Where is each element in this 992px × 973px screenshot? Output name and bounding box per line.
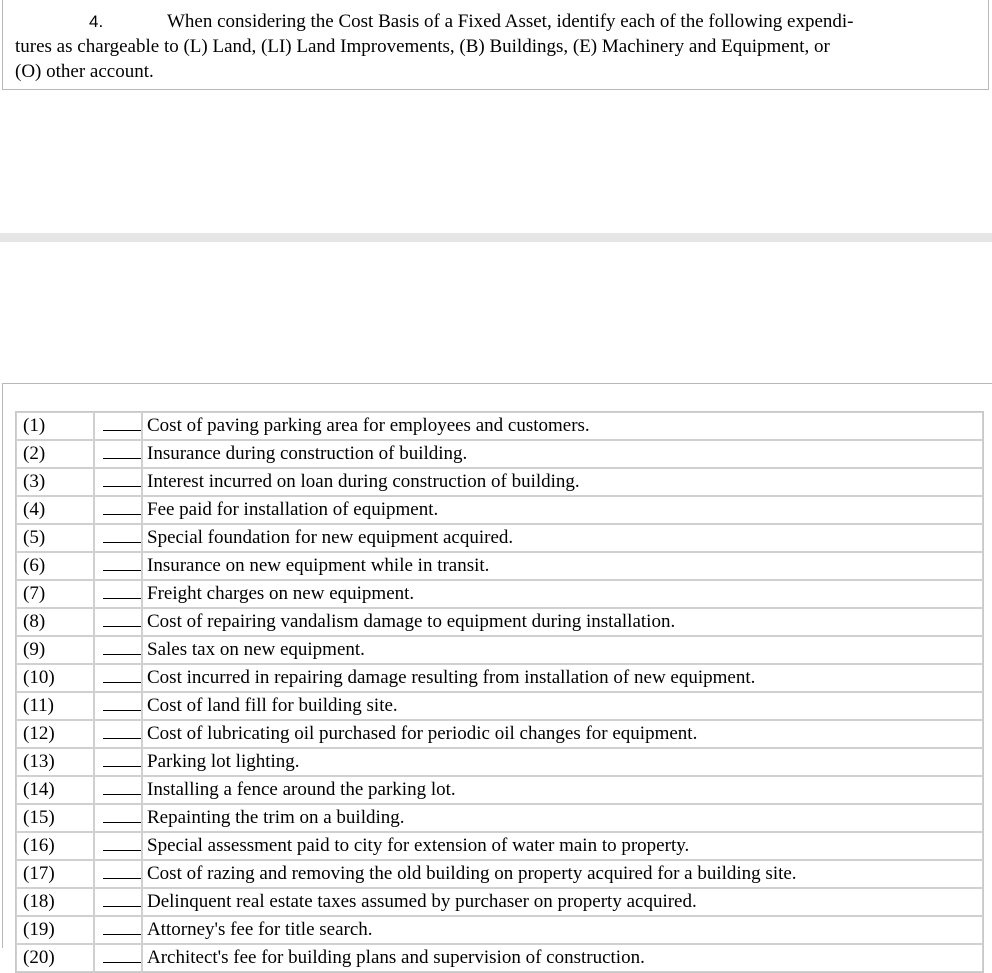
answer-blank[interactable]: [103, 695, 141, 711]
answer-blank-cell: [94, 692, 142, 720]
item-number: (13): [16, 748, 94, 776]
item-row: [16, 608, 983, 636]
section-divider: [0, 233, 992, 242]
item-description: Cost of razing and removing the old building on property acquired for a building site.: [142, 860, 983, 888]
item-row: [16, 776, 983, 804]
item-number: (6): [16, 552, 94, 580]
item-number: (8): [16, 608, 94, 636]
item-number: (9): [16, 636, 94, 664]
answer-blank-cell: [94, 804, 142, 832]
item-row: [16, 692, 983, 720]
answer-blank-cell: [94, 832, 142, 860]
item-row: [16, 888, 983, 916]
answer-blank[interactable]: [103, 723, 141, 739]
item-description: Insurance on new equipment while in transit.: [142, 552, 983, 580]
item-description: Fee paid for installation of equipment.: [142, 496, 983, 524]
answer-blank-cell: [94, 664, 142, 692]
item-number: (2): [16, 440, 94, 468]
item-description: Insurance during construction of building.: [142, 440, 983, 468]
item-row: [16, 832, 983, 860]
item-number: (17): [16, 860, 94, 888]
item-row: [16, 720, 983, 748]
answer-blank-cell: [94, 888, 142, 916]
answer-blank[interactable]: [103, 891, 141, 907]
answer-blank-cell: [94, 580, 142, 608]
answer-blank[interactable]: [103, 667, 141, 683]
answer-blank-cell: [94, 496, 142, 524]
item-description: Repainting the trim on a building.: [142, 804, 983, 832]
answer-blank-cell: [94, 412, 142, 440]
answer-blank[interactable]: [103, 499, 141, 515]
answer-blank[interactable]: [103, 751, 141, 767]
item-row: [16, 860, 983, 888]
item-description: Special foundation for new equipment acquired.: [142, 524, 983, 552]
answer-blank[interactable]: [103, 611, 141, 627]
item-description: Cost incurred in repairing damage resulting from installation of new equipment.: [142, 664, 983, 692]
item-number: (15): [16, 804, 94, 832]
answer-blank[interactable]: [103, 863, 141, 879]
item-row: [16, 636, 983, 664]
answer-blank[interactable]: [103, 527, 141, 543]
answer-blank-cell: [94, 552, 142, 580]
item-number: (7): [16, 580, 94, 608]
answer-blank[interactable]: [103, 779, 141, 795]
item-description: Architect's fee for building plans and supervision of construction.: [142, 944, 983, 972]
question-number: 4.: [89, 12, 104, 31]
item-row: [16, 916, 983, 944]
answer-blank-cell: [94, 468, 142, 496]
item-row: [16, 664, 983, 692]
item-description: Delinquent real estate taxes assumed by purchaser on property acquired.: [142, 888, 983, 916]
answer-blank[interactable]: [103, 807, 141, 823]
answer-blank-cell: [94, 776, 142, 804]
question-text-line-3: (O) other account.: [15, 61, 154, 82]
item-number: (20): [16, 944, 94, 972]
answer-blank[interactable]: [103, 443, 141, 459]
item-number: (14): [16, 776, 94, 804]
answer-blank-cell: [94, 524, 142, 552]
item-description: Installing a fence around the parking lot.: [142, 776, 983, 804]
item-description: Cost of land fill for building site.: [142, 692, 983, 720]
item-row: [16, 944, 983, 972]
answer-blank[interactable]: [103, 583, 141, 599]
question-text-line-1: When considering the Cost Basis of a Fixed Asset, identify each of the following expendi-: [167, 11, 854, 32]
answer-blank-cell: [94, 944, 142, 972]
item-description: Parking lot lighting.: [142, 748, 983, 776]
item-description: Special assessment paid to city for extension of water main to property.: [142, 832, 983, 860]
item-number: (10): [16, 664, 94, 692]
item-number: (18): [16, 888, 94, 916]
item-number: (5): [16, 524, 94, 552]
item-row: [16, 552, 983, 580]
item-row: [16, 804, 983, 832]
answer-blank-cell: [94, 748, 142, 776]
answer-blank-cell: [94, 608, 142, 636]
item-description: Attorney's fee for title search.: [142, 916, 983, 944]
item-row: [16, 440, 983, 468]
item-number: (16): [16, 832, 94, 860]
answer-blank[interactable]: [103, 919, 141, 935]
question-text-line-2: tures as chargeable to (L) Land, (LI) Land Improvements, (B) Buildings, (E) Machinery and Equipment, or: [15, 36, 830, 57]
answer-blank-cell: [94, 636, 142, 664]
answer-blank-cell: [94, 440, 142, 468]
answer-blank[interactable]: [103, 639, 141, 655]
item-row: [16, 412, 983, 440]
question-prompt: [15, 9, 980, 84]
answer-blank-cell: [94, 720, 142, 748]
item-number: (1): [16, 412, 94, 440]
answer-blank[interactable]: [103, 415, 141, 431]
item-number: (11): [16, 692, 94, 720]
item-description: Interest incurred on loan during construction of building.: [142, 468, 983, 496]
item-row: [16, 580, 983, 608]
item-description: Cost of lubricating oil purchased for periodic oil changes for equipment.: [142, 720, 983, 748]
item-description: Sales tax on new equipment.: [142, 636, 983, 664]
item-number: (3): [16, 468, 94, 496]
answer-blank[interactable]: [103, 471, 141, 487]
question-box: [2, 0, 989, 90]
item-row: [16, 496, 983, 524]
item-row: [16, 524, 983, 552]
item-number: (19): [16, 916, 94, 944]
item-row: [16, 468, 983, 496]
item-description: Cost of repairing vandalism damage to equipment during installation.: [142, 608, 983, 636]
item-description: Cost of paving parking area for employees and customers.: [142, 412, 983, 440]
answer-blank[interactable]: [103, 555, 141, 571]
answer-blank-cell: [94, 916, 142, 944]
items-table-body: [16, 412, 983, 972]
item-number: (4): [16, 496, 94, 524]
item-number: (12): [16, 720, 94, 748]
answer-blank[interactable]: [103, 947, 141, 963]
answer-blank[interactable]: [103, 835, 141, 851]
item-description: Freight charges on new equipment.: [142, 580, 983, 608]
item-row: [16, 748, 983, 776]
answer-blank-cell: [94, 860, 142, 888]
items-table: [15, 411, 984, 973]
